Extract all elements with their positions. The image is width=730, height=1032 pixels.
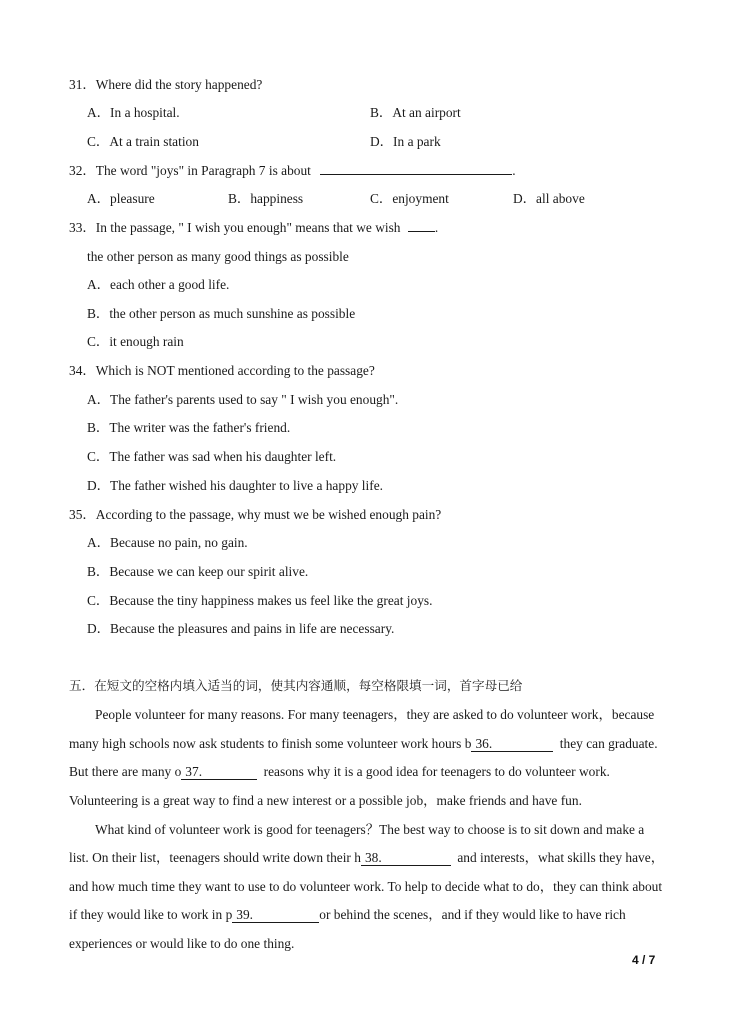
- passage-p2-line-1: What kind of volunteer work is good for teenagers？The best way to choose is to sit down and make a: [95, 822, 645, 837]
- passage-p2-line-3: and how much time they want to use to do volunteer work. To help to decide what to do，they can think about: [69, 879, 663, 894]
- question-34-option-c[interactable]: C．The father was sad when his daughter left.: [87, 449, 337, 464]
- passage-p1-line-1: People volunteer for many reasons. For many teenagers，they are asked to do volunteer work，because: [95, 707, 655, 722]
- question-31-option-a[interactable]: A．In a hospital.: [87, 105, 180, 120]
- passage-p2-line-4-text-b: or behind the scenes，and if they would like to have rich: [319, 907, 626, 922]
- passage-p2-line-5: experiences or would like to do one thing.: [69, 936, 295, 951]
- question-32-option-c[interactable]: C．enjoyment: [370, 191, 449, 206]
- question-33-stem-text: 33．In the passage, " I wish you enough" means that we wish: [69, 220, 401, 235]
- question-35-stem: 35．According to the passage, why must we be wished enough pain?: [69, 507, 442, 522]
- question-32-option-b[interactable]: B．happiness: [228, 191, 304, 206]
- passage-p1-line-2: [69, 735, 658, 753]
- passage-p1-line-2-text-a: many high schools now ask students to finish some volunteer work hours b: [69, 736, 472, 751]
- question-33-stem: [69, 219, 438, 237]
- passage-p1-line-3-text-b: reasons why it is a good idea for teenagers to do volunteer work.: [263, 764, 610, 779]
- passage-p1-line-2-text-b: they can graduate.: [559, 736, 658, 751]
- section-5-heading: 五．在短文的空格内填入适当的词，使其内容通顺，每空格限填一词，首字母已给: [69, 678, 523, 693]
- passage-p2-line-2-text-b: and interests，what skills they have，: [457, 850, 665, 865]
- question-34-option-d[interactable]: D．The father wished his daughter to live a happy life.: [87, 478, 383, 493]
- question-33-option-a[interactable]: A．each other a good life.: [87, 277, 230, 292]
- blank-39[interactable]: 39.: [232, 907, 319, 923]
- question-32-option-d[interactable]: D．all above: [513, 191, 585, 206]
- question-35-option-d[interactable]: D．Because the pleasures and pains in life are necessary.: [87, 621, 395, 636]
- question-35-option-b[interactable]: B．Because we can keep our spirit alive.: [87, 564, 309, 579]
- passage-p1-line-3: [69, 763, 610, 781]
- question-31-option-c[interactable]: C．At a train station: [87, 134, 199, 149]
- question-33-stem-end: .: [434, 220, 439, 235]
- question-33-option-b[interactable]: B．the other person as much sunshine as possible: [87, 306, 356, 321]
- question-34-stem: 34．Which is NOT mentioned according to the passage?: [69, 363, 375, 378]
- question-32-stem-end: .: [512, 163, 516, 178]
- question-35-option-c[interactable]: C．Because the tiny happiness makes us feel like the great joys.: [87, 593, 433, 608]
- question-32-stem-text: 32．The word "joys" in Paragraph 7 is about: [69, 163, 311, 178]
- blank-36[interactable]: 36.: [471, 736, 553, 752]
- question-35-option-a[interactable]: A．Because no pain, no gain.: [87, 535, 248, 550]
- question-34-option-b[interactable]: B．The writer was the father's friend.: [87, 420, 291, 435]
- passage-p2-line-4-text-a: if they would like to work in p: [69, 907, 233, 922]
- question-32-answer-blank[interactable]: [320, 174, 512, 175]
- passage-p2-line-2-text-a: list. On their list，teenagers should write down their h: [69, 850, 361, 865]
- passage-p2-line-4: [69, 906, 626, 924]
- question-33-option-c[interactable]: C．it enough rain: [87, 334, 184, 349]
- question-31-stem: 31．Where did the story happened?: [69, 77, 263, 92]
- question-34-option-a[interactable]: A．The father's parents used to say " I wish you enough".: [87, 392, 399, 407]
- passage-p2-line-2: [69, 849, 664, 867]
- passage-p1-line-4: Volunteering is a great way to find a new interest or a possible job，make friends and have fun.: [69, 793, 582, 808]
- page-number: 4 / 7: [632, 953, 656, 967]
- question-33-answer-blank[interactable]: [408, 231, 435, 232]
- passage-p1-line-3-text-a: But there are many o: [69, 764, 182, 779]
- blank-37[interactable]: 37.: [181, 764, 257, 780]
- question-31-option-b[interactable]: B．At an airport: [370, 105, 461, 120]
- question-32-option-a[interactable]: A．pleasure: [87, 191, 155, 206]
- blank-38[interactable]: 38.: [361, 850, 451, 866]
- question-32-stem: [69, 162, 516, 180]
- question-31-option-d[interactable]: D．In a park: [370, 134, 441, 149]
- question-33-continuation: the other person as many good things as possible: [87, 249, 349, 264]
